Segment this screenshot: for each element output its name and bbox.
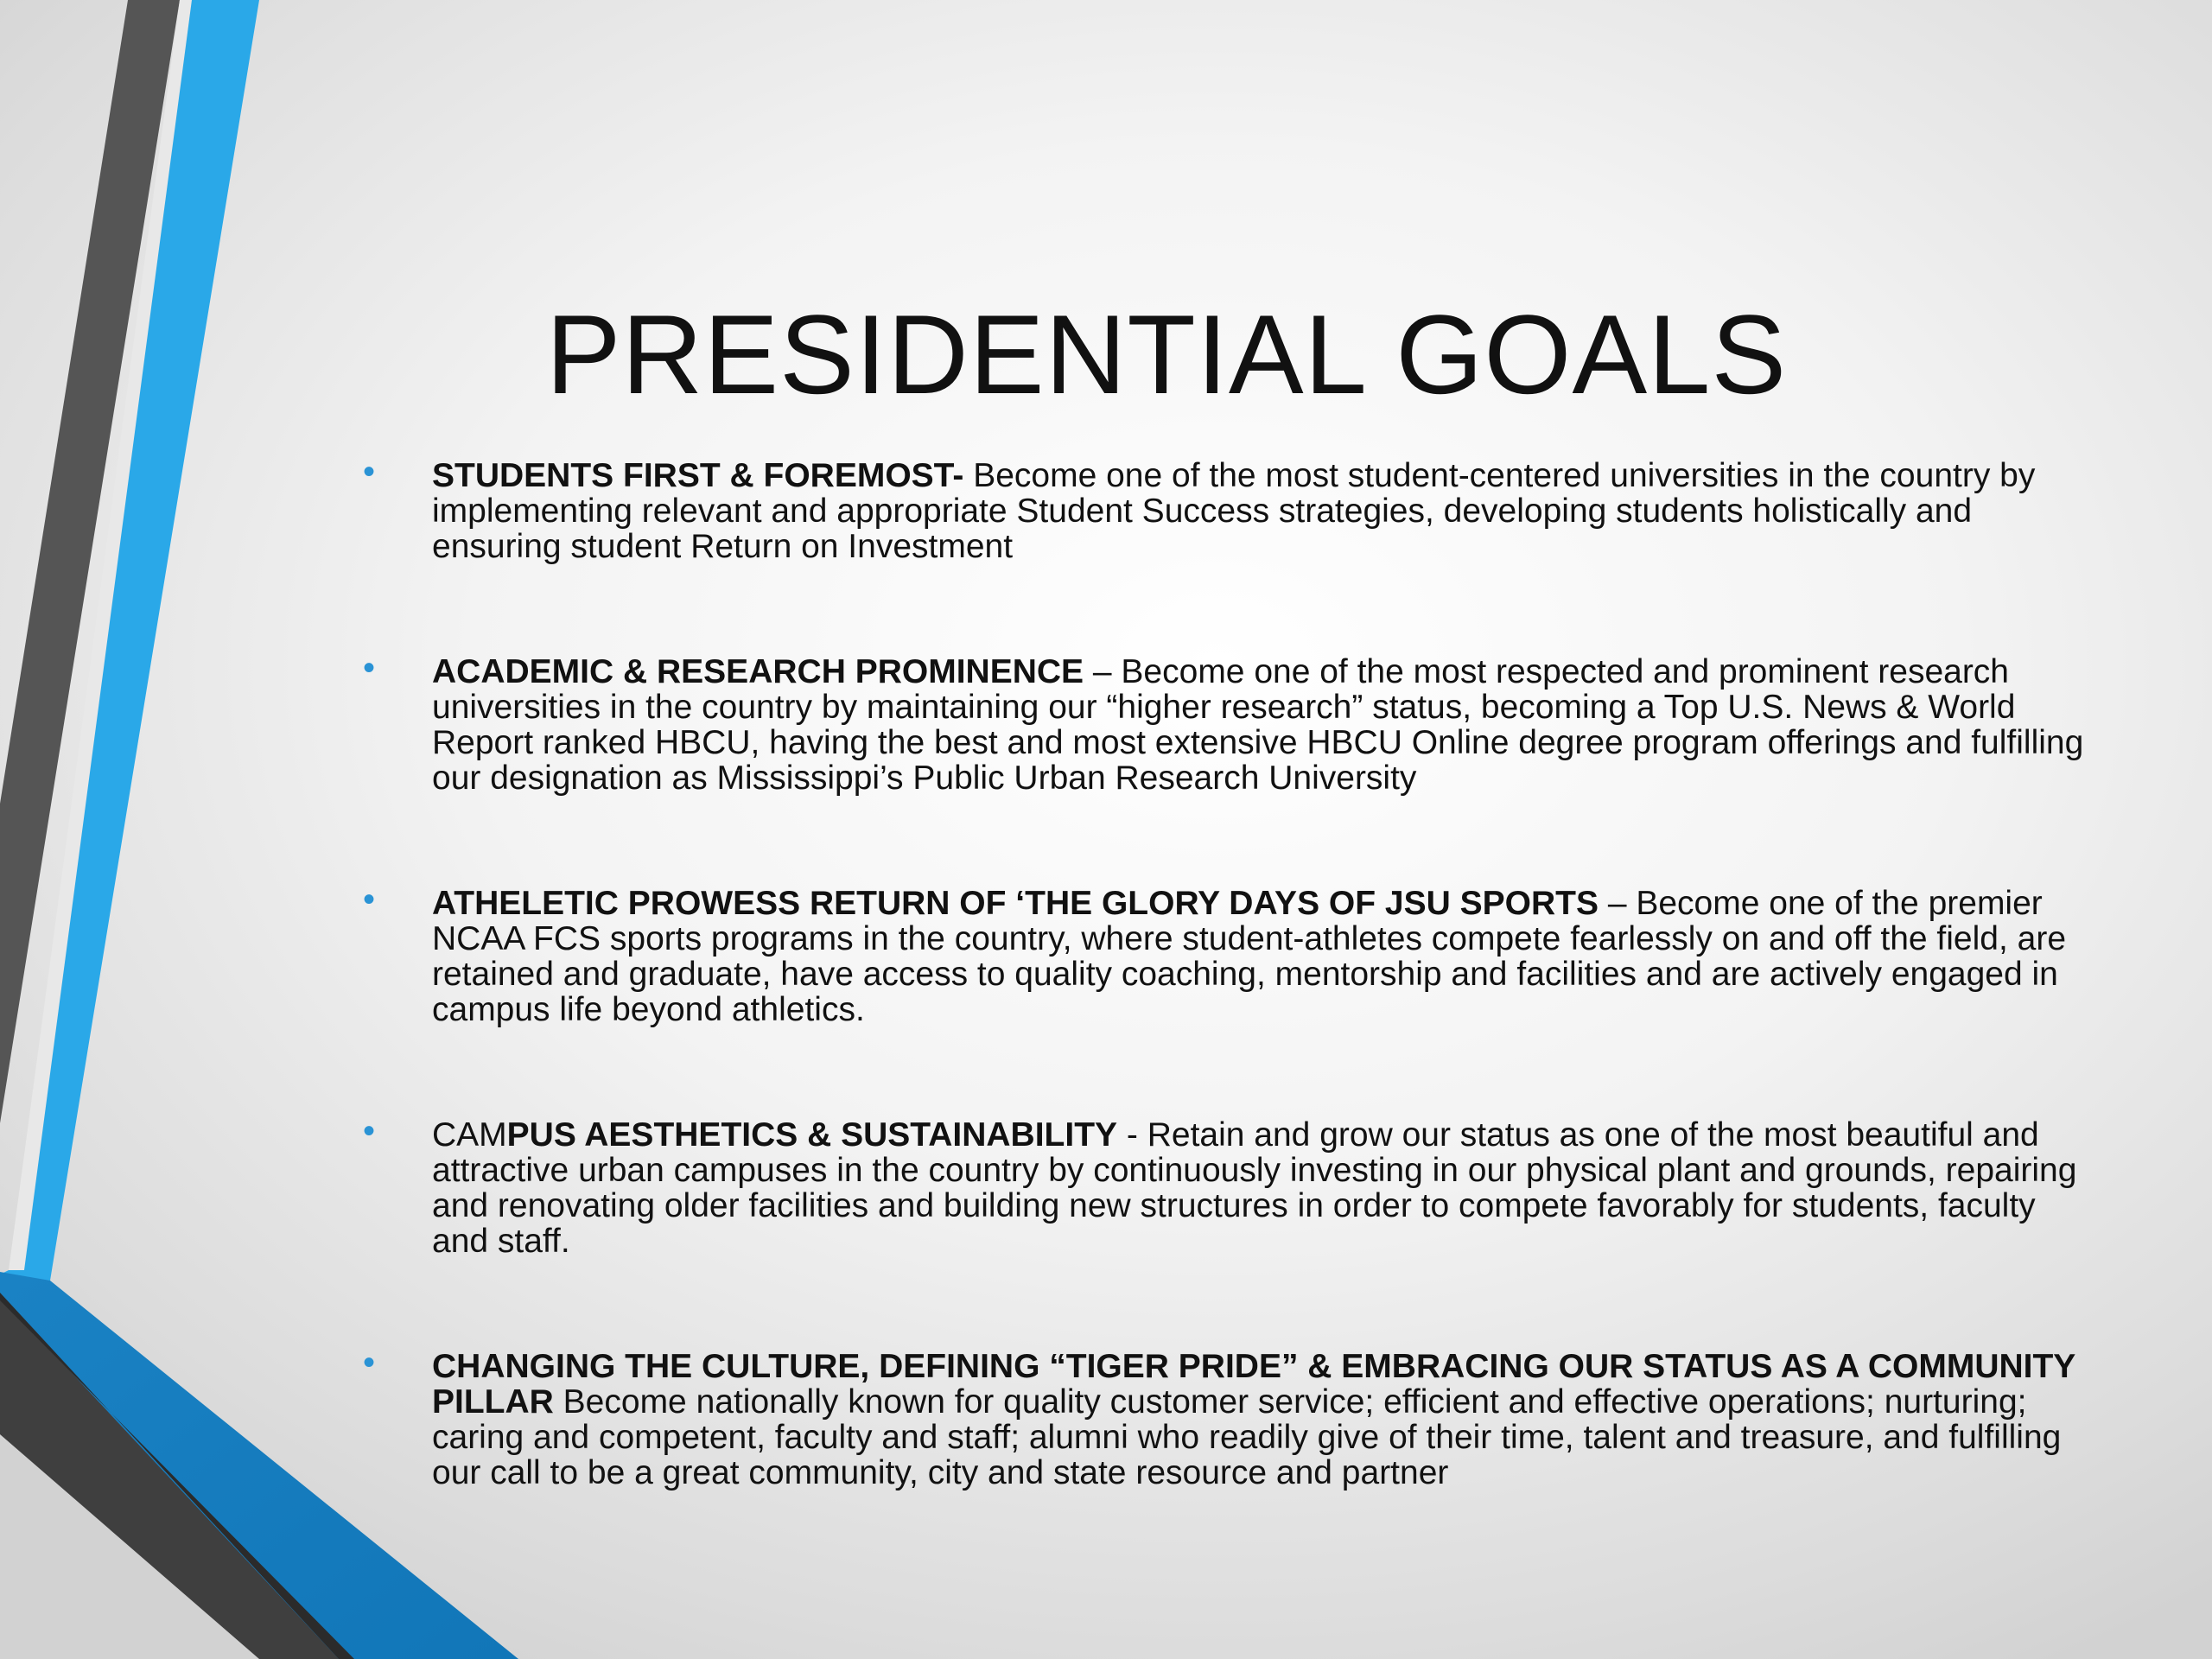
goal-heading: PUS AESTHETICS & SUSTAINABILITY — [506, 1116, 1118, 1154]
goal-text: Become one of the most student-centered universities in the country by implementing relevant and appropriate Student Success strategies, developing students holistically and ensuring student Return on Investment — [432, 457, 2036, 565]
goal-heading: ACADEMIC & RESEARCH PROMINENCE — [432, 653, 1084, 690]
bullet-dot-icon: • — [363, 1344, 376, 1382]
goal-separator: – — [1084, 653, 1122, 690]
list-item — [363, 453, 2091, 565]
goal-separator — [963, 457, 973, 494]
list-item — [363, 1112, 2091, 1260]
bullet-dot-icon: • — [363, 1112, 376, 1150]
goal-heading: CHANGING THE CULTURE, DEFINING “TIGER PRIDE” & EMBRACING OUR STATUS AS A COMMUNITY PILLAR — [432, 1348, 2075, 1421]
bullet-dot-icon: • — [363, 880, 376, 918]
goals-list — [363, 453, 2091, 1580]
list-item — [363, 649, 2091, 797]
goal-prefix: CAM — [432, 1116, 507, 1154]
bullet-dot-icon: • — [363, 649, 376, 687]
goal-heading: STUDENTS FIRST & FOREMOST- — [432, 457, 964, 494]
goal-text: Become one of the most respected and prominent research universities in the country by maintaining our “higher research” status, becoming a Top U.S. News & World Report ranked HBCU, having the best and most extensive HBCU Online degree program offerings and fulfilling our designation as Mississippi’s Public Urban Research University — [432, 653, 2084, 797]
list-item — [363, 880, 2091, 1028]
goal-separator: - — [1117, 1116, 1147, 1154]
bullet-dot-icon: • — [363, 453, 376, 491]
goal-text: Retain and grow our status as one of the most beautiful and attractive urban campuses in the country by continuously investing in our physical plant and grounds, repairing and renovating older facilities and building new structures in order to compete favorably for students, faculty and staff. — [432, 1116, 2077, 1260]
goal-separator — [554, 1383, 563, 1421]
list-item — [363, 1344, 2091, 1491]
goal-text: Become nationally known for quality customer service; efficient and effective operations; nurturing; caring and competent, faculty and staff; alumni who readily give of their time, talent and treasure, and fulfilling our call to be a great community, city and state resource and partner — [432, 1383, 2062, 1491]
goal-text: Become one of the premier NCAA FCS sports programs in the country, where student-athletes compete fearlessly on and off the field, are retained and graduate, have access to quality coaching, mentorship and facilities and are actively engaged in campus life beyond athletics. — [432, 885, 2067, 1028]
goal-separator: – — [1598, 885, 1637, 922]
goal-heading: ATHELETIC PROWESS RETURN OF ‘THE GLORY DAYS OF JSU SPORTS — [432, 885, 1599, 922]
page-title: PRESIDENTIAL GOALS — [545, 291, 1788, 417]
